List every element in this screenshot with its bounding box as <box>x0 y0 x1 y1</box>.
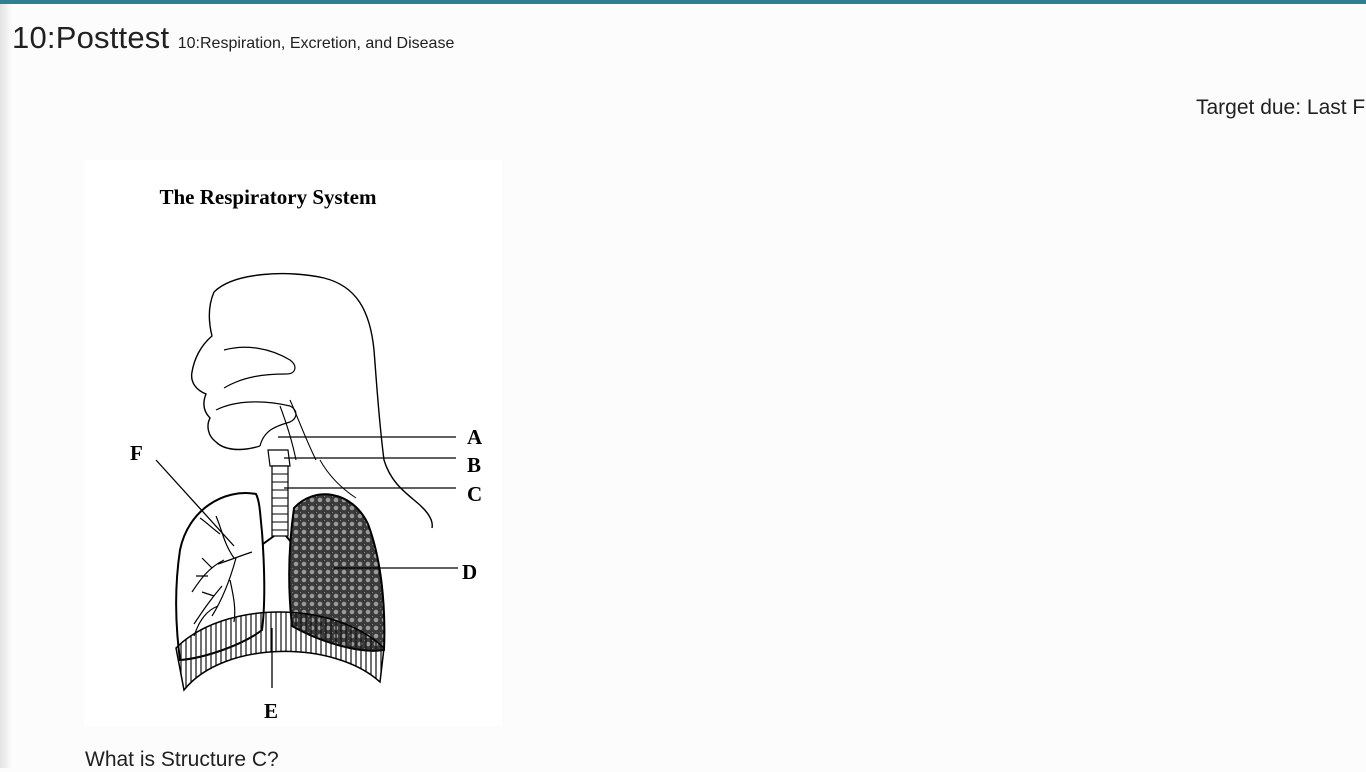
question-text: What is Structure C? <box>85 748 279 771</box>
respiratory-system-figure <box>84 160 502 726</box>
hair-outline <box>214 274 432 528</box>
label-c: C <box>467 482 483 506</box>
figure-title: The Respiratory System <box>159 185 377 209</box>
page-header <box>12 20 454 56</box>
top-accent-bar <box>0 0 1366 4</box>
left-edge-shadow <box>0 4 12 768</box>
page-subtitle: 10:Respiration, Excretion, and Disease <box>177 35 455 52</box>
respiratory-diagram <box>84 160 502 726</box>
label-f: F <box>130 441 143 465</box>
label-d: D <box>462 560 478 584</box>
neck-line <box>320 460 356 498</box>
target-due-date: Target due: Last F <box>1196 96 1366 119</box>
face-profile <box>192 292 260 449</box>
trachea <box>272 466 288 536</box>
nasal-cavity <box>224 347 295 388</box>
page-title: 10:Posttest <box>12 20 170 55</box>
oral-cavity <box>216 402 296 446</box>
label-b: B <box>467 453 482 477</box>
label-a: A <box>467 425 483 449</box>
label-e: E <box>264 699 279 723</box>
